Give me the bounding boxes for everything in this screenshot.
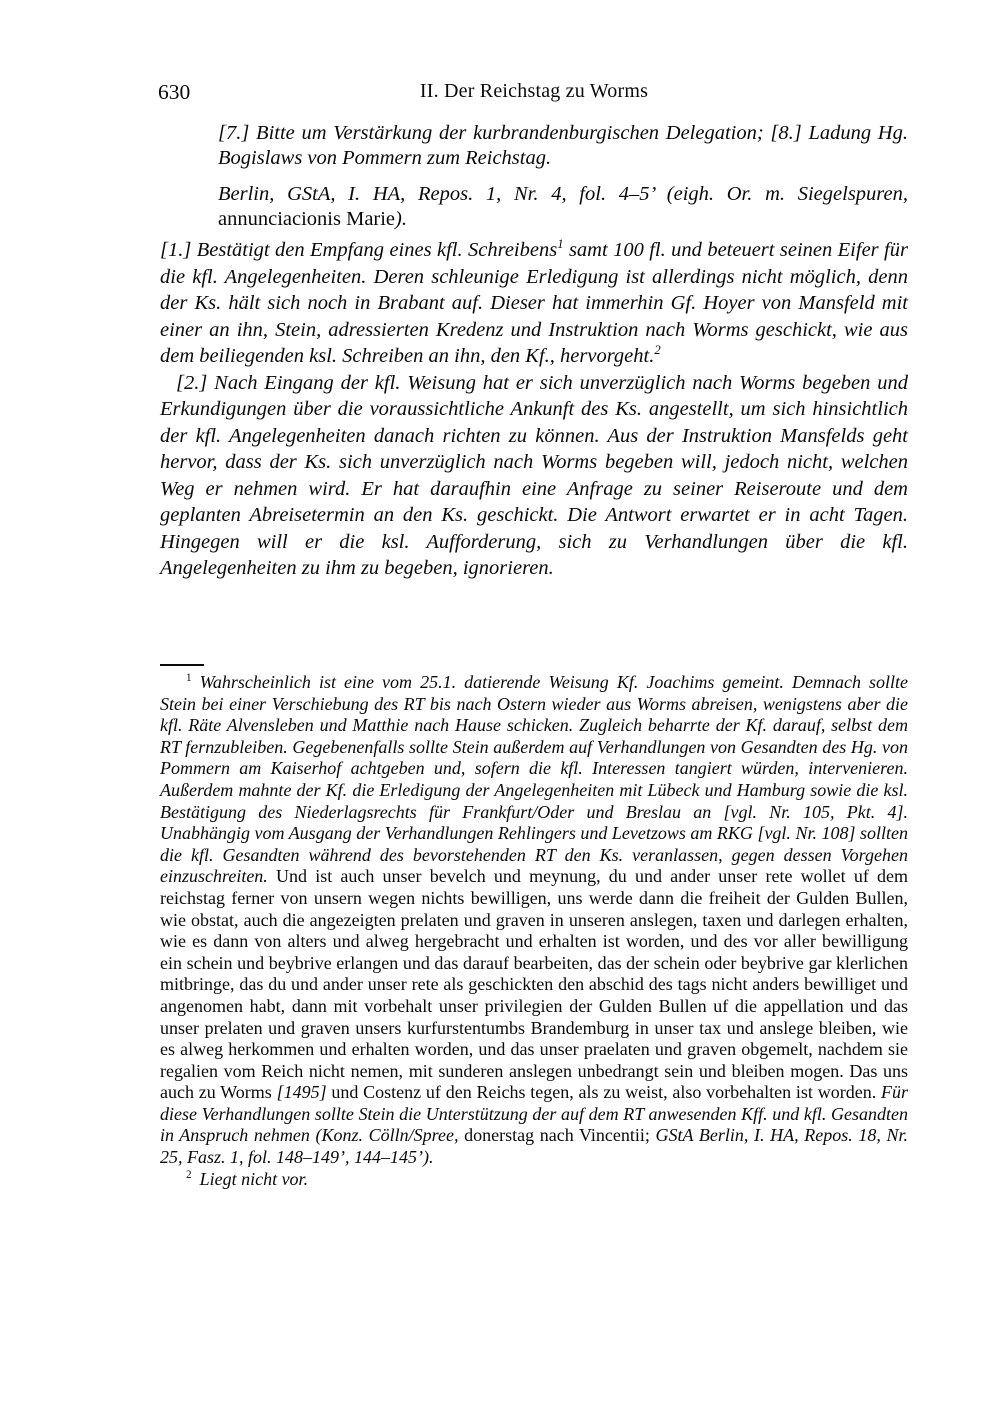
- footnote-2: [160, 1169, 908, 1191]
- footnote-separator-rule: [160, 664, 204, 666]
- paragraph-1: [1.] Bestätigt den Empfang eines kfl. Schreibens$^1$ samt 100 fl. und beteuert seinen Eifer für die kfl. Angelegenheiten. Deren schleunige Erledigung ist allerdings nicht möglich, denn der Ks. hält sich noch in Brabant auf. Dieser hat immerhin Gf. Hoyer von Mansfeld mit einer an ihn, Stein, adressierten Kredenz und Instruktion nach Worms geschickt, wie aus dem beiliegenden ksl. Schreiben an ihn, den Kf., hervorgeht.$^2$: [160, 237, 908, 367]
- footnote-1-text: Wahrscheinlich ist eine vom 25.1. datierende Weisung Kf. Joachims gemeint. Demnach sollte Stein bei einer Verschiebung des RT bis nach Ostern wieder aus Worms abreisen, wenigstens aber die kfl. Räte Alvensleben und Matthie nach Hause schicken. Zugleich beharrte der Kf. darauf, selbst dem RT fernzubleiben. Gegebenenfalls sollte Stein außerdem auf Verhandlungen von Gesandten des Hg. von Pommern am Kaiserhof achtgeben und, sofern die kfl. Interessen tangiert würden, intervenieren. Außerdem mahnte der Kf. die Erledigung der Angelegenheiten mit Lübeck und Hamburg sowie die ksl. Bestätigung des Niederlagsrechts für Frankfurt/Oder und Breslau an [vgl. Nr. 105, Pkt. 4]. Unabhängig vom Ausgang der Verhandlungen Rehlingers und Levetzows am RKG [vgl. Nr. 108] sollten die kfl. Gesandten während des bevorstehenden RT den Ks. veranlassen, gegen dessen Vorgehen einzuschreiten. Und ist auch unser bevelch und meynung, du und ander unser rete wollet uf dem reichstag ferner von unsern wegen nichts bewilligen, uns werde dann die freiheit der Gulden Bullen, wie obstat, auch die angezeigten prelaten und graven in unseren anslegen, taxen und darlegen erhalten, wie es dann von alters und alweg hergebracht und erhalten ist worden, und des vor aller bewilligung ein schein und beybrive erlangen und das darauf bearbeiten, das der schein oder beybrive gar klerlichen mitbringe, das du und ander unser rete als geschickten den abschid des tags nicht anders bewilliget und angenomen habt, dann mit vorbehalt unser privilegien der Gulden Bullen uf die appellation und das unser prelaten und graven unsers kurfurstentumbs Brandemburg in unser tax und anslege bleiben, wie es alweg herkommen und erhalten worden, und das unser praelaten und graven obgemelt, nachdem sie regalien vom Reich nicht nemen, mit sunderen anslegen unbedrangt sein und bleiben mogen. Das uns auch zu Worms [1495] und Costenz uf den Reichs tegen, als zu weist, also vorbehalten ist worden. Für diese Verhandlungen sollte Stein die Unterstützung der auf dem RT anwesenden Kff. und kfl. Gesandten in Anspruch nehmen (Konz. Cölln/Spree, donerstag nach Vincentii; GStA Berlin, I. HA, Repos. 18, Nr. 25, Fasz. 1, fol. 148–149’, 144–145’).: [160, 672, 908, 1168]
- main-text: [160, 237, 908, 582]
- page-number: 630: [158, 80, 191, 104]
- regest-headline: [7.] Bitte um Verstärkung der kurbrandenburgischen Delegation; [8.] Ladung Hg. Bogislaws von Pommern zum Reichstag.: [218, 122, 908, 169]
- archive-reference: Berlin, GStA, I. HA, Repos. 1, Nr. 4, fol. 4–5’ (eigh. Or. m. Siegelspuren, annunciacionis Marie).: [218, 183, 908, 230]
- footnote-2-marker: 2: [186, 1168, 192, 1181]
- running-header: [160, 80, 908, 106]
- regest-summary-block: [218, 121, 908, 232]
- paragraph-2: [2.] Nach Eingang der kfl. Weisung hat er sich unverzüglich nach Worms begeben und Erkundigungen über die voraussichtliche Ankunft des Ks. angestellt, um sich hinsichtlich der kfl. Angelegenheiten danach richten zu können. Aus der Instruktion Mansfelds geht hervor, dass der Ks. sich unverzüglich nach Worms begeben will, jedoch nicht, welchen Weg er nehmen wird. Er hat daraufhin eine Anfrage zu seiner Reiseroute und dem geplanten Abreisetermin an den Ks. geschickt. Die Antwort erwartet er in acht Tagen. Hingegen will er die ksl. Aufforderung, sich zu Verhandlungen über die kfl. Angelegenheiten zu ihm zu begeben, ignorieren.: [160, 371, 908, 579]
- footnote-1: [160, 672, 908, 1169]
- footnote-1-marker: 1: [186, 672, 192, 684]
- footnotes-section: [160, 664, 908, 1190]
- running-title: II. Der Reichstag zu Worms: [419, 80, 649, 102]
- footnote-2-text: Liegt nicht vor.: [199, 1168, 309, 1189]
